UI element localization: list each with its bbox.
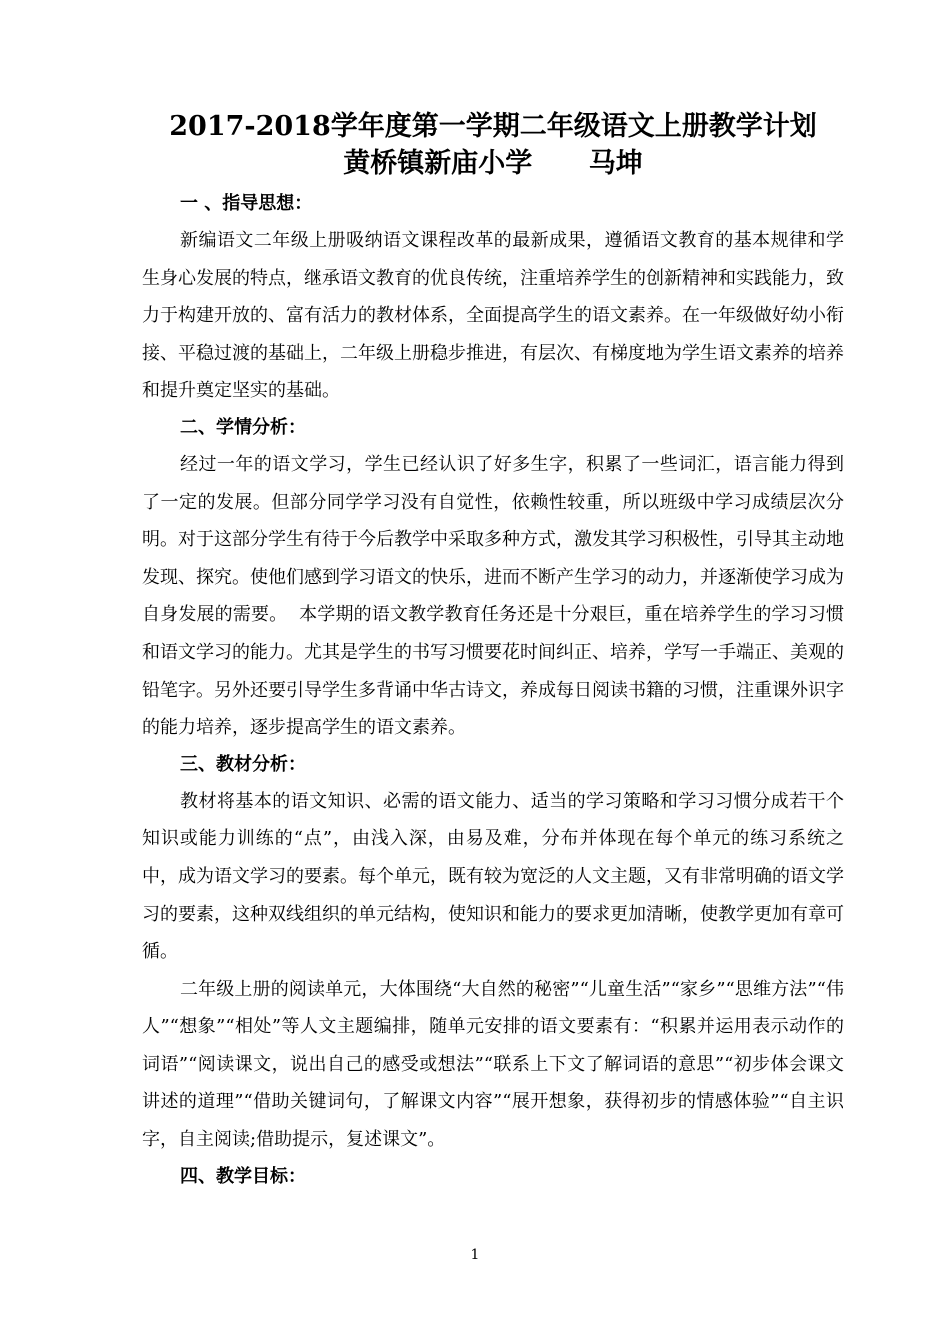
page-number: 1 — [470, 1247, 480, 1263]
section-heading: 四、教学目标： — [180, 1165, 306, 1187]
section-paragraph: 教材将基本的语文知识、必需的语文能力、适当的学习策略和学习习惯分成若干个知识或能力训练的“点”，由浅入深，由易及难，分布并体现在每个单元的练习系统之中，成为语文学习的要素。每个单元，既有较为宽泛的人文主题，又有非常明确的语文学习的要素，这种双线组织的单元结构，使知识和能力的要求更加清晰，使教学更加有章可循。 — [142, 790, 844, 963]
document-title: 2017-2018学年度第一学期二年级语文上册教学计划 — [169, 111, 817, 142]
section-paragraph: 经过一年的语文学习，学生已经认识了好多生字，积累了一些词汇，语言能力得到了一定的发展。但部分同学学习没有自觉性，依赖性较重，所以班级中学习成绩层次分明。对于这部分学生有待于今后教学中采取多种方式，激发其学习积极性，引导其主动地发现、探究。使他们感到学习语文的快乐，进而不断产生学习的动力，并逐渐使学习成为自身发展的需要。 本学期的语文教学教育任务还是十分艰巨，重在培养学生的学习习惯和语文学习的能力。尤其是学生的书写习惯要花时间纠正、培养，学写一手端正、美观的铅笔字。另外还要引导学生多背诵中华古诗文，养成每日阅读书籍的习惯，注重课外识字的能力培养，逐步提高学生的语文素养。 — [142, 453, 844, 739]
section-teaching-goals — [142, 1159, 844, 1195]
section-paragraph: 二年级上册的阅读单元，大体围绕“大自然的秘密”“儿童生活”“家乡”“思维方法”“伟人”“想象”“相处”等人文主题编排，随单元安排的语文要素有：“积累并运用表示动作的词语”“阅读课文，说出自己的感受或想法”“联系上下文了解词语的意思”“初步体会课文讲述的道理”“借助关键词句，了解课文内容”“展开想象，获得初步的情感体验”“自主识字，自主阅读;借助提示，复述课文”。 — [142, 978, 844, 1151]
section-textbook-analysis — [142, 747, 844, 1159]
section-heading: 三、教材分析： — [180, 753, 306, 775]
section-guiding-ideology — [142, 186, 844, 410]
section-heading: 一 、指导思想： — [180, 193, 313, 214]
section-heading: 二、学情分析： — [180, 416, 306, 438]
section-student-analysis — [142, 410, 844, 747]
document-subtitle: 黄桥镇新庙小学 马坤 — [343, 148, 643, 179]
section-paragraph: 新编语文二年级上册吸纳语文课程改革的最新成果，遵循语文教育的基本规律和学生身心发展的特点，继承语文教育的优良传统，注重培养学生的创新精神和实践能力，致力于构建开放的、富有活力的教材体系，全面提高学生的语文素养。在一年级做好幼小衔接、平稳过渡的基础上，二年级上册稳步推进，有层次、有梯度地为学生语文素养的培养和提升奠定坚实的基础。 — [142, 230, 844, 402]
